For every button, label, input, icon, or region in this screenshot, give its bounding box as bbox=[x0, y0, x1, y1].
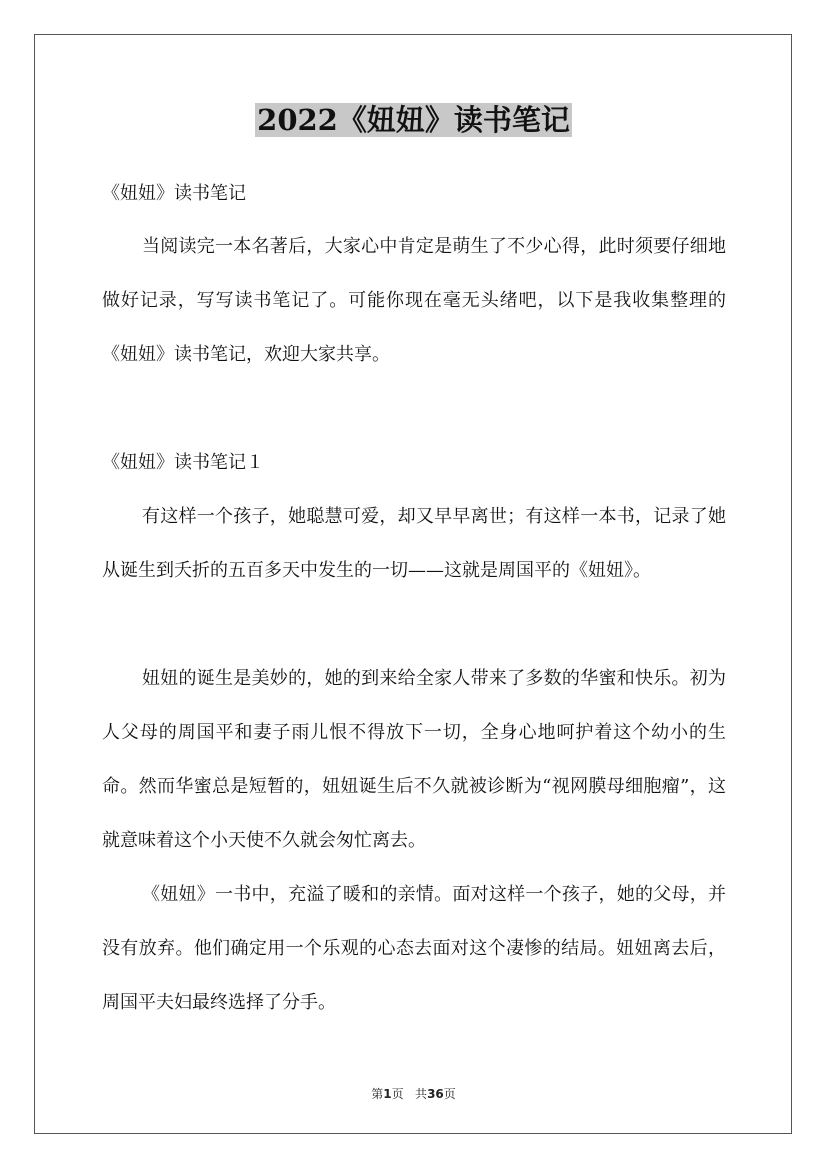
document-title bbox=[0, 98, 827, 142]
page-footer bbox=[0, 1085, 827, 1102]
paragraph-1: 有这样一个孩子，她聪慧可爱，却又早早离世；有这样一本书，记录了她从诞生到夭折的五百多天中发生的一切——这就是周国平的《妞妞》。 bbox=[102, 506, 726, 581]
page-prefix: 第 bbox=[371, 1087, 384, 1101]
page-number: 1 bbox=[383, 1087, 392, 1101]
total-pages: 36 bbox=[427, 1087, 444, 1101]
intro-heading: 《妞妞》读书笔记 bbox=[102, 183, 246, 204]
paragraph-2: 妞妞的诞生是美妙的，她的到来给全家人带来了多数的华蜜和快乐。初为人父母的周国平和妻子雨儿恨不得放下一切，全身心地呵护着这个幼小的生命。然而华蜜总是短暂的，妞妞诞生后不久就被诊断为“视网膜母细胞瘤”，这就意味着这个小天使不久就会匆忙离去。 bbox=[102, 668, 726, 851]
section-heading: 《妞妞》读书笔记１ bbox=[102, 452, 264, 473]
total-prefix: 共 bbox=[415, 1087, 428, 1101]
total-suffix: 页 bbox=[443, 1087, 456, 1101]
document-title-text: 2022《妞妞》读书笔记 bbox=[257, 103, 570, 137]
paragraph-3: 《妞妞》一书中，充溢了暖和的亲情。面对这样一个孩子，她的父母，并没有放弃。他们确定用一个乐观的心态去面对这个凄惨的结局。妞妞离去后，周国平夫妇最终选择了分手。 bbox=[102, 884, 726, 1013]
intro-paragraph: 当阅读完一本名著后，大家心中肯定是萌生了不少心得，此时须要仔细地做好记录，写写读书笔记了。可能你现在毫无头绪吧，以下是我收集整理的《妞妞》读书笔记，欢迎大家共享。 bbox=[102, 236, 726, 365]
page-suffix: 页 bbox=[391, 1087, 404, 1101]
